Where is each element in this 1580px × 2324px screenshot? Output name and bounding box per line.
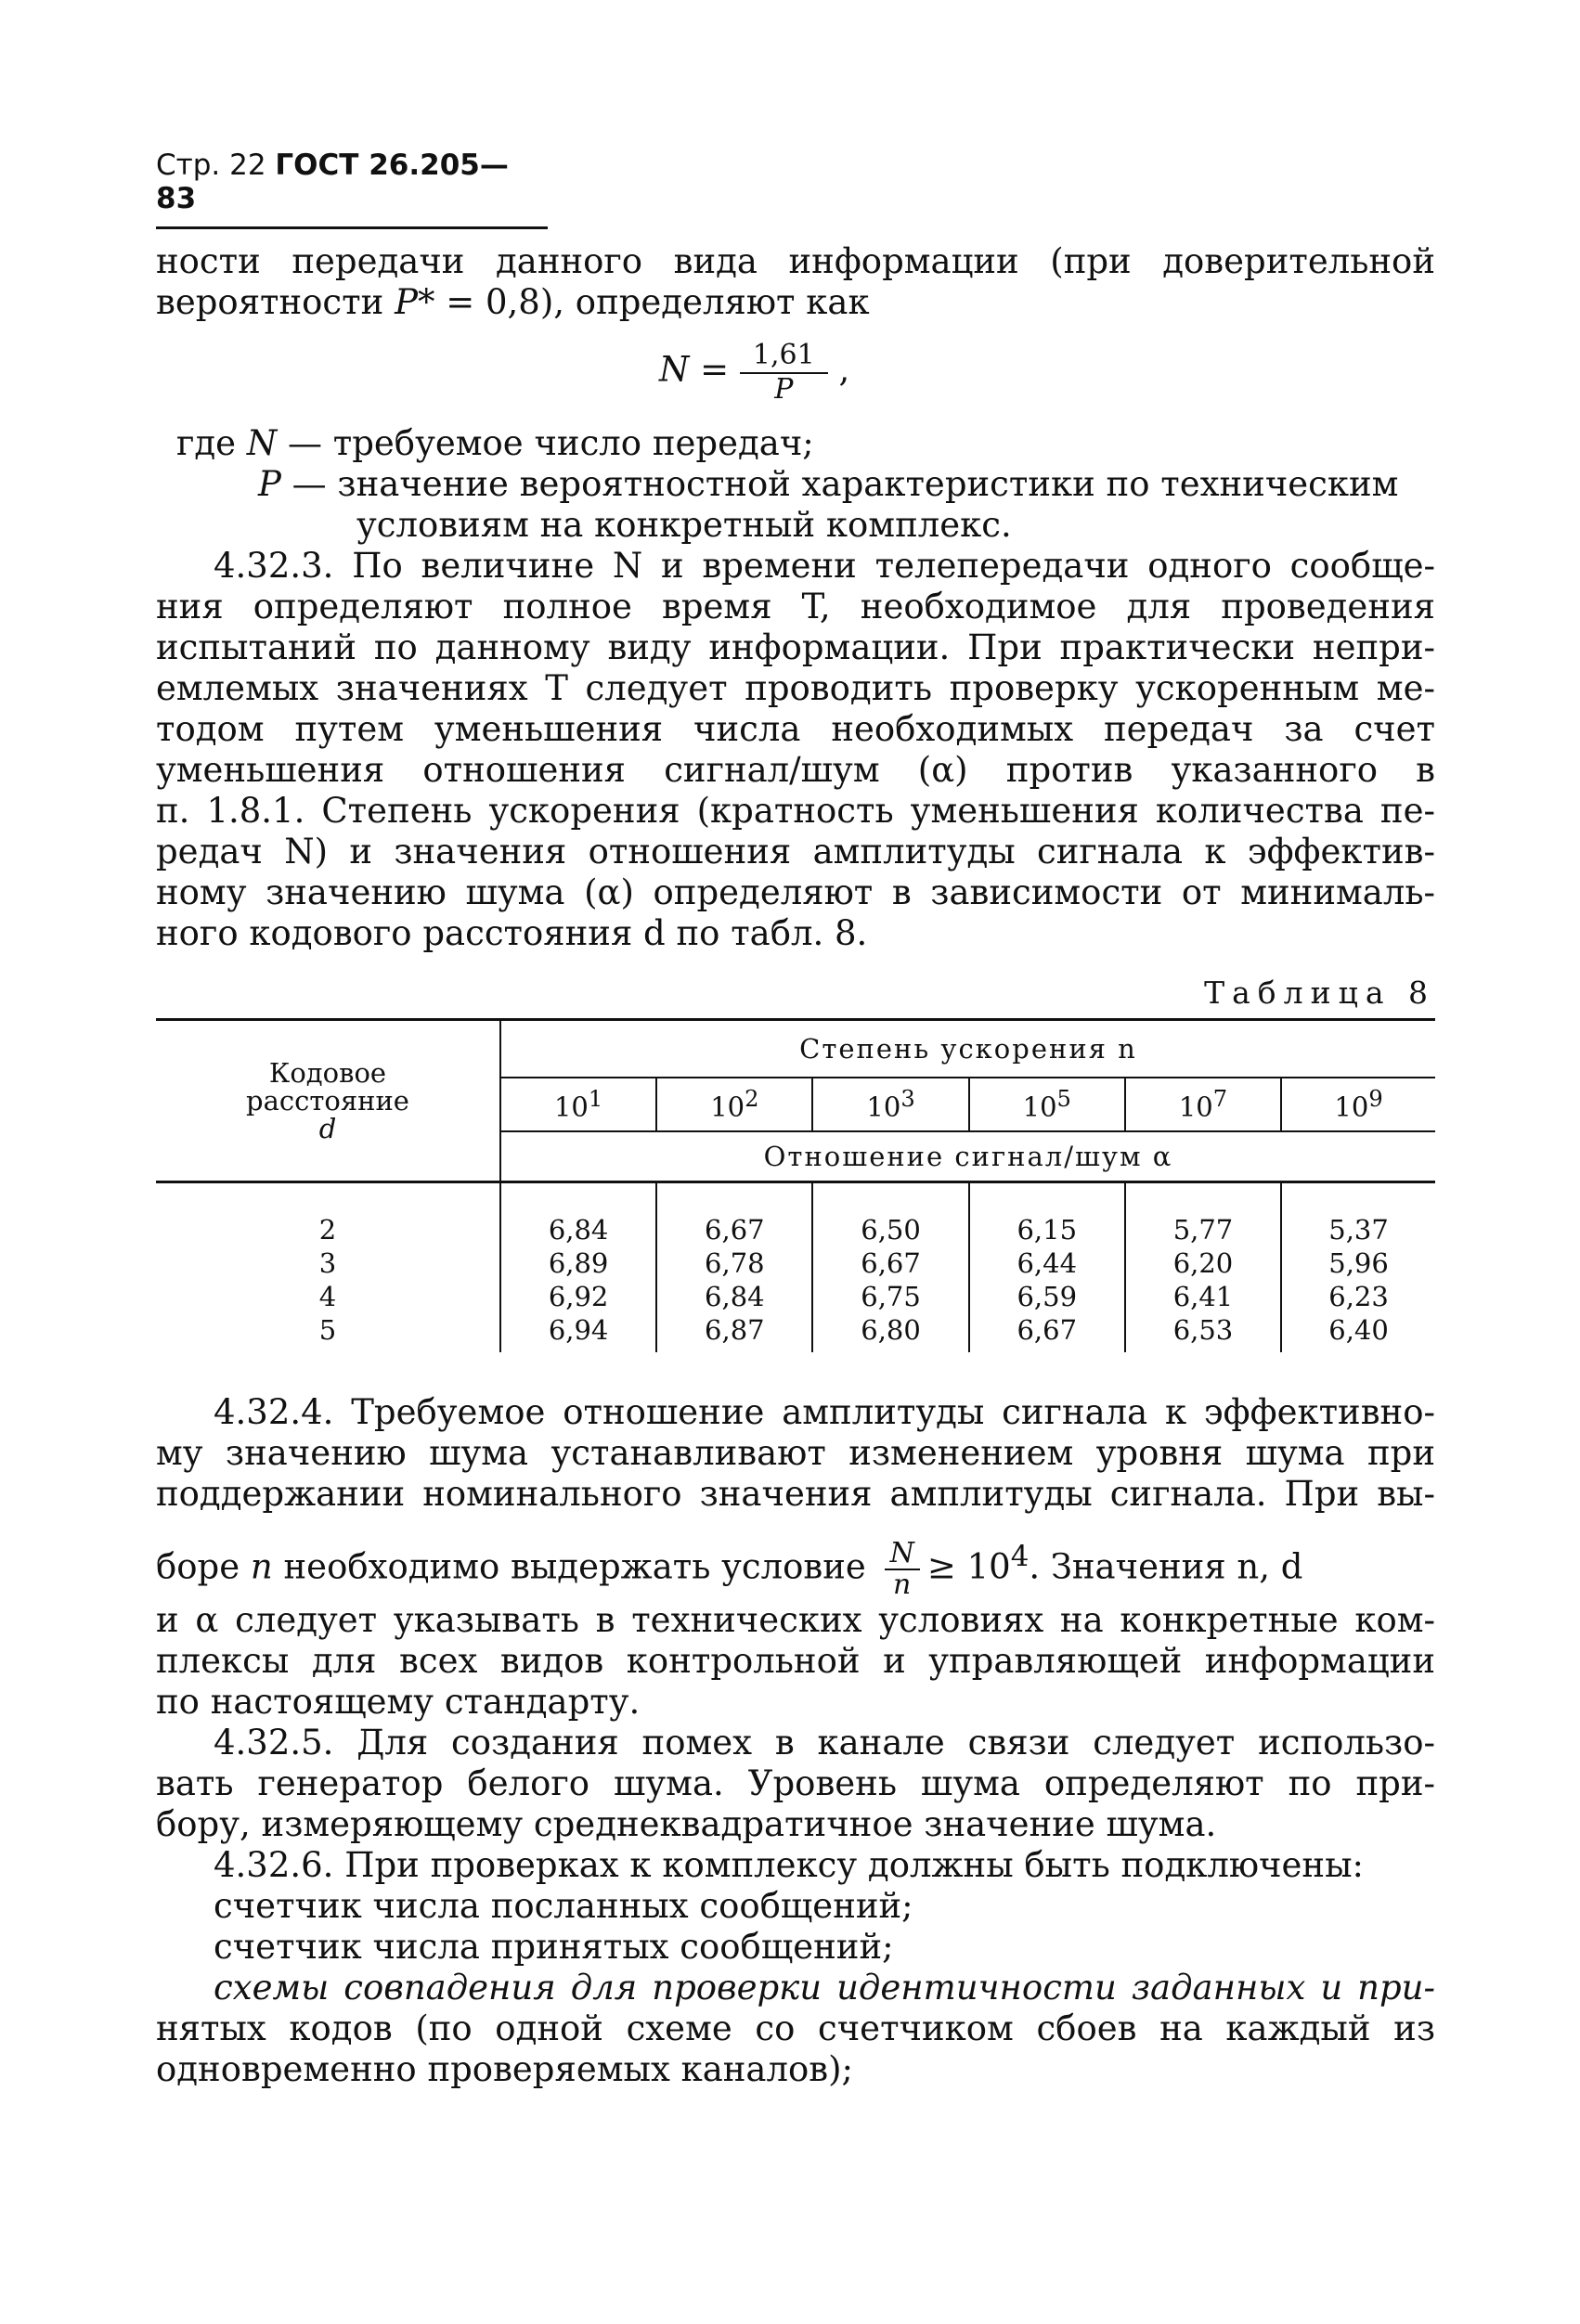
degree-header: [656, 1078, 812, 1131]
condition-post: . Значения n, d: [1029, 1546, 1303, 1587]
ratio-value: 6,53: [1172, 1314, 1234, 1346]
table-8: [156, 1018, 1435, 1352]
legend-where: где: [176, 423, 237, 463]
ratio-column: [500, 1182, 656, 1353]
code-distance-header: [156, 1020, 500, 1182]
ratio-value: 6,50: [861, 1214, 921, 1246]
ratio-value: 6,75: [861, 1281, 921, 1312]
degree-header: [969, 1078, 1125, 1131]
degree-exponent: 2: [745, 1086, 759, 1113]
ratio-value: 6,59: [1017, 1281, 1078, 1312]
paragraph-4323-line: ному значению шума (α) определяют в зависимости от минималь-: [156, 872, 1435, 912]
ratio-value: 6,40: [1328, 1314, 1389, 1346]
degree-header: [812, 1078, 968, 1131]
paragraph-4324-condition-line: [156, 1524, 1435, 1600]
list-item: счетчик числа посланных сообщений;: [214, 1886, 913, 1926]
degree-exponent: 1: [588, 1086, 603, 1113]
condition-denominator: n: [893, 1568, 912, 1601]
degree-exponent: 7: [1212, 1086, 1228, 1113]
legend-n: [176, 423, 814, 463]
ratio-value: 6,44: [1017, 1247, 1078, 1279]
ratio-value: 5,37: [1328, 1214, 1389, 1246]
table-caption: Таблица 8: [1204, 975, 1435, 1011]
degree-base: 10: [1022, 1091, 1057, 1123]
formula-n: [659, 339, 849, 406]
ratio-value: 6,23: [1328, 1281, 1389, 1312]
condition-mid: необходимо выдержать условие: [283, 1546, 866, 1587]
page-number: Стр. 22: [156, 148, 266, 182]
degree-base: 10: [1334, 1091, 1369, 1123]
formula-fraction: [740, 339, 828, 406]
paragraph-4323-line: уменьшения отношения сигнал/шум (α) против указанного в: [156, 750, 1435, 790]
legend-n-desc: — требуемое число передач;: [287, 423, 814, 463]
formula-trail: ,: [838, 349, 850, 390]
ratio-value: 6,84: [705, 1281, 765, 1312]
paragraph-4324-line: плексы для всех видов контрольной и управляющей информации: [156, 1641, 1435, 1681]
degree-header: [1281, 1078, 1435, 1131]
ratio-value: 6,94: [548, 1314, 609, 1346]
ratio-value: 6,67: [861, 1247, 921, 1279]
degree-base: 10: [1178, 1091, 1213, 1123]
legend-p-desc-2: условиям на конкретный комплекс.: [356, 505, 1012, 545]
code-distance-label: Кодовое: [268, 1057, 387, 1089]
paragraph-4323-line: п. 1.8.1. Степень ускорения (кратность уменьшения количества пе-: [156, 791, 1435, 831]
condition-pre: боре: [156, 1546, 240, 1587]
d-value: 4: [318, 1281, 337, 1312]
condition-exponent: 4: [1010, 1540, 1030, 1573]
paragraph-4325-line: бору, измеряющему среднеквадратичное значение шума.: [156, 1804, 1217, 1844]
ratio-value: 6,78: [705, 1247, 765, 1279]
code-distance-values: [156, 1182, 500, 1353]
degree-base: 10: [866, 1091, 901, 1123]
formula-lhs: N =: [659, 349, 730, 390]
degree-base: 10: [710, 1091, 745, 1123]
d-value: 5: [318, 1314, 337, 1346]
list-item: схемы совпадения для проверки идентичности заданных и при-: [214, 1968, 1435, 2008]
legend-p: [258, 464, 1398, 504]
legend-n-symbol: N: [246, 423, 278, 463]
paragraph-4323-line: тодом путем уменьшения числа необходимых передач за счет: [156, 709, 1435, 749]
code-distance-symbol: d: [318, 1113, 337, 1144]
ratio-value: 6,84: [548, 1214, 609, 1246]
ratio-value: 6,92: [548, 1281, 609, 1312]
page-header: [156, 148, 548, 229]
formula-denominator: P: [774, 373, 794, 406]
formula-numerator: 1,61: [740, 339, 828, 374]
ratio-value: 6,20: [1172, 1247, 1234, 1279]
condition-relation: ≥ 10: [926, 1546, 1011, 1587]
paragraph-4324-line: по настоящему стандарту.: [156, 1682, 641, 1722]
paragraph-4324-line: поддержании номинального значения амплитуды сигнала. При вы-: [156, 1474, 1435, 1514]
degree-header: [1125, 1078, 1281, 1131]
ratio-value: 6,87: [705, 1314, 765, 1346]
ratio-column: [656, 1182, 812, 1353]
intro-line-1: ности передачи данного вида информации (при доверительной: [156, 241, 1435, 281]
condition-n-symbol: n: [250, 1546, 273, 1587]
intro-line-2-post: = 0,8), определяют как: [434, 282, 870, 322]
d-value: 2: [318, 1214, 337, 1246]
list-item-continuation: одновременно проверяемых каналов);: [156, 2049, 853, 2089]
paragraph-4326-line: 4.32.6. При проверках к комплексу должны быть подключены:: [214, 1845, 1364, 1885]
ratio-value: 6,67: [1017, 1314, 1078, 1346]
acceleration-degree-header: Степень ускорения n: [500, 1020, 1435, 1078]
ratio-value: 6,89: [548, 1247, 609, 1279]
signal-noise-ratio-header: Отношение сигнал/шум α: [500, 1131, 1435, 1182]
degree-exponent: 5: [1056, 1086, 1071, 1113]
degree-header: [500, 1078, 656, 1131]
d-value: 3: [318, 1247, 337, 1279]
ratio-value: 6,15: [1017, 1214, 1078, 1246]
condition-numerator: N: [885, 1539, 920, 1570]
intro-line-2-pre: вероятности: [156, 282, 395, 322]
paragraph-4323-line: ния определяют полное время T, необходимое для проведения: [156, 587, 1435, 626]
ratio-value: 6,41: [1172, 1281, 1234, 1312]
degree-base: 10: [553, 1091, 589, 1123]
ratio-column: [1281, 1182, 1435, 1353]
paragraph-4323-line: испытаний по данному виду информации. При практически непри-: [156, 627, 1435, 667]
paragraph-4325-line: 4.32.5. Для создания помех в канале связи следует использо-: [214, 1723, 1435, 1762]
ratio-value: 6,80: [861, 1314, 921, 1346]
paragraph-4325-line: вать генератор белого шума. Уровень шума определяют по при-: [156, 1763, 1435, 1803]
ratio-value: 6,67: [705, 1214, 765, 1246]
ratio-column: [969, 1182, 1125, 1353]
p-star-symbol: P*: [395, 282, 435, 322]
paragraph-4324-line: 4.32.4. Требуемое отношение амплитуды сигнала к эффективно-: [214, 1392, 1435, 1432]
condition-fraction: [885, 1536, 920, 1601]
ratio-value: 5,96: [1328, 1247, 1389, 1279]
legend-p-symbol: P: [258, 464, 281, 504]
code-distance-label: расстояние: [246, 1085, 409, 1117]
ratio-column: [812, 1182, 968, 1353]
paragraph-4324-line: и α следует указывать в технических условиях на конкретные ком-: [156, 1600, 1435, 1640]
intro-line-2: [156, 282, 1435, 323]
paragraph-4323-line: редач N) и значения отношения амплитуды сигнала к эффектив-: [156, 832, 1435, 872]
degree-exponent: 3: [900, 1086, 915, 1113]
paragraph-4323-line: емлемых значениях T следует проводить проверку ускоренным ме-: [156, 668, 1435, 708]
list-item-continuation: нятых кодов (по одной схеме со счетчиком сбоев на каждый из: [156, 2008, 1435, 2048]
ratio-value: 5,77: [1172, 1214, 1234, 1246]
standard-id: ГОСТ 26.205—83: [156, 148, 509, 215]
degree-exponent: 9: [1368, 1086, 1383, 1113]
ratio-column: [1125, 1182, 1281, 1353]
legend-p-desc-1: — значение вероятностной характеристики по техническим: [291, 464, 1399, 504]
paragraph-4323-line: ного кодового расстояния d по табл. 8.: [156, 913, 868, 953]
paragraph-4324-line: му значению шума устанавливают изменением уровня шума при: [156, 1433, 1435, 1473]
list-item: счетчик числа принятых сообщений;: [214, 1927, 894, 1967]
paragraph-4323-line: 4.32.3. По величине N и времени телепередачи одного сообще-: [214, 546, 1435, 586]
